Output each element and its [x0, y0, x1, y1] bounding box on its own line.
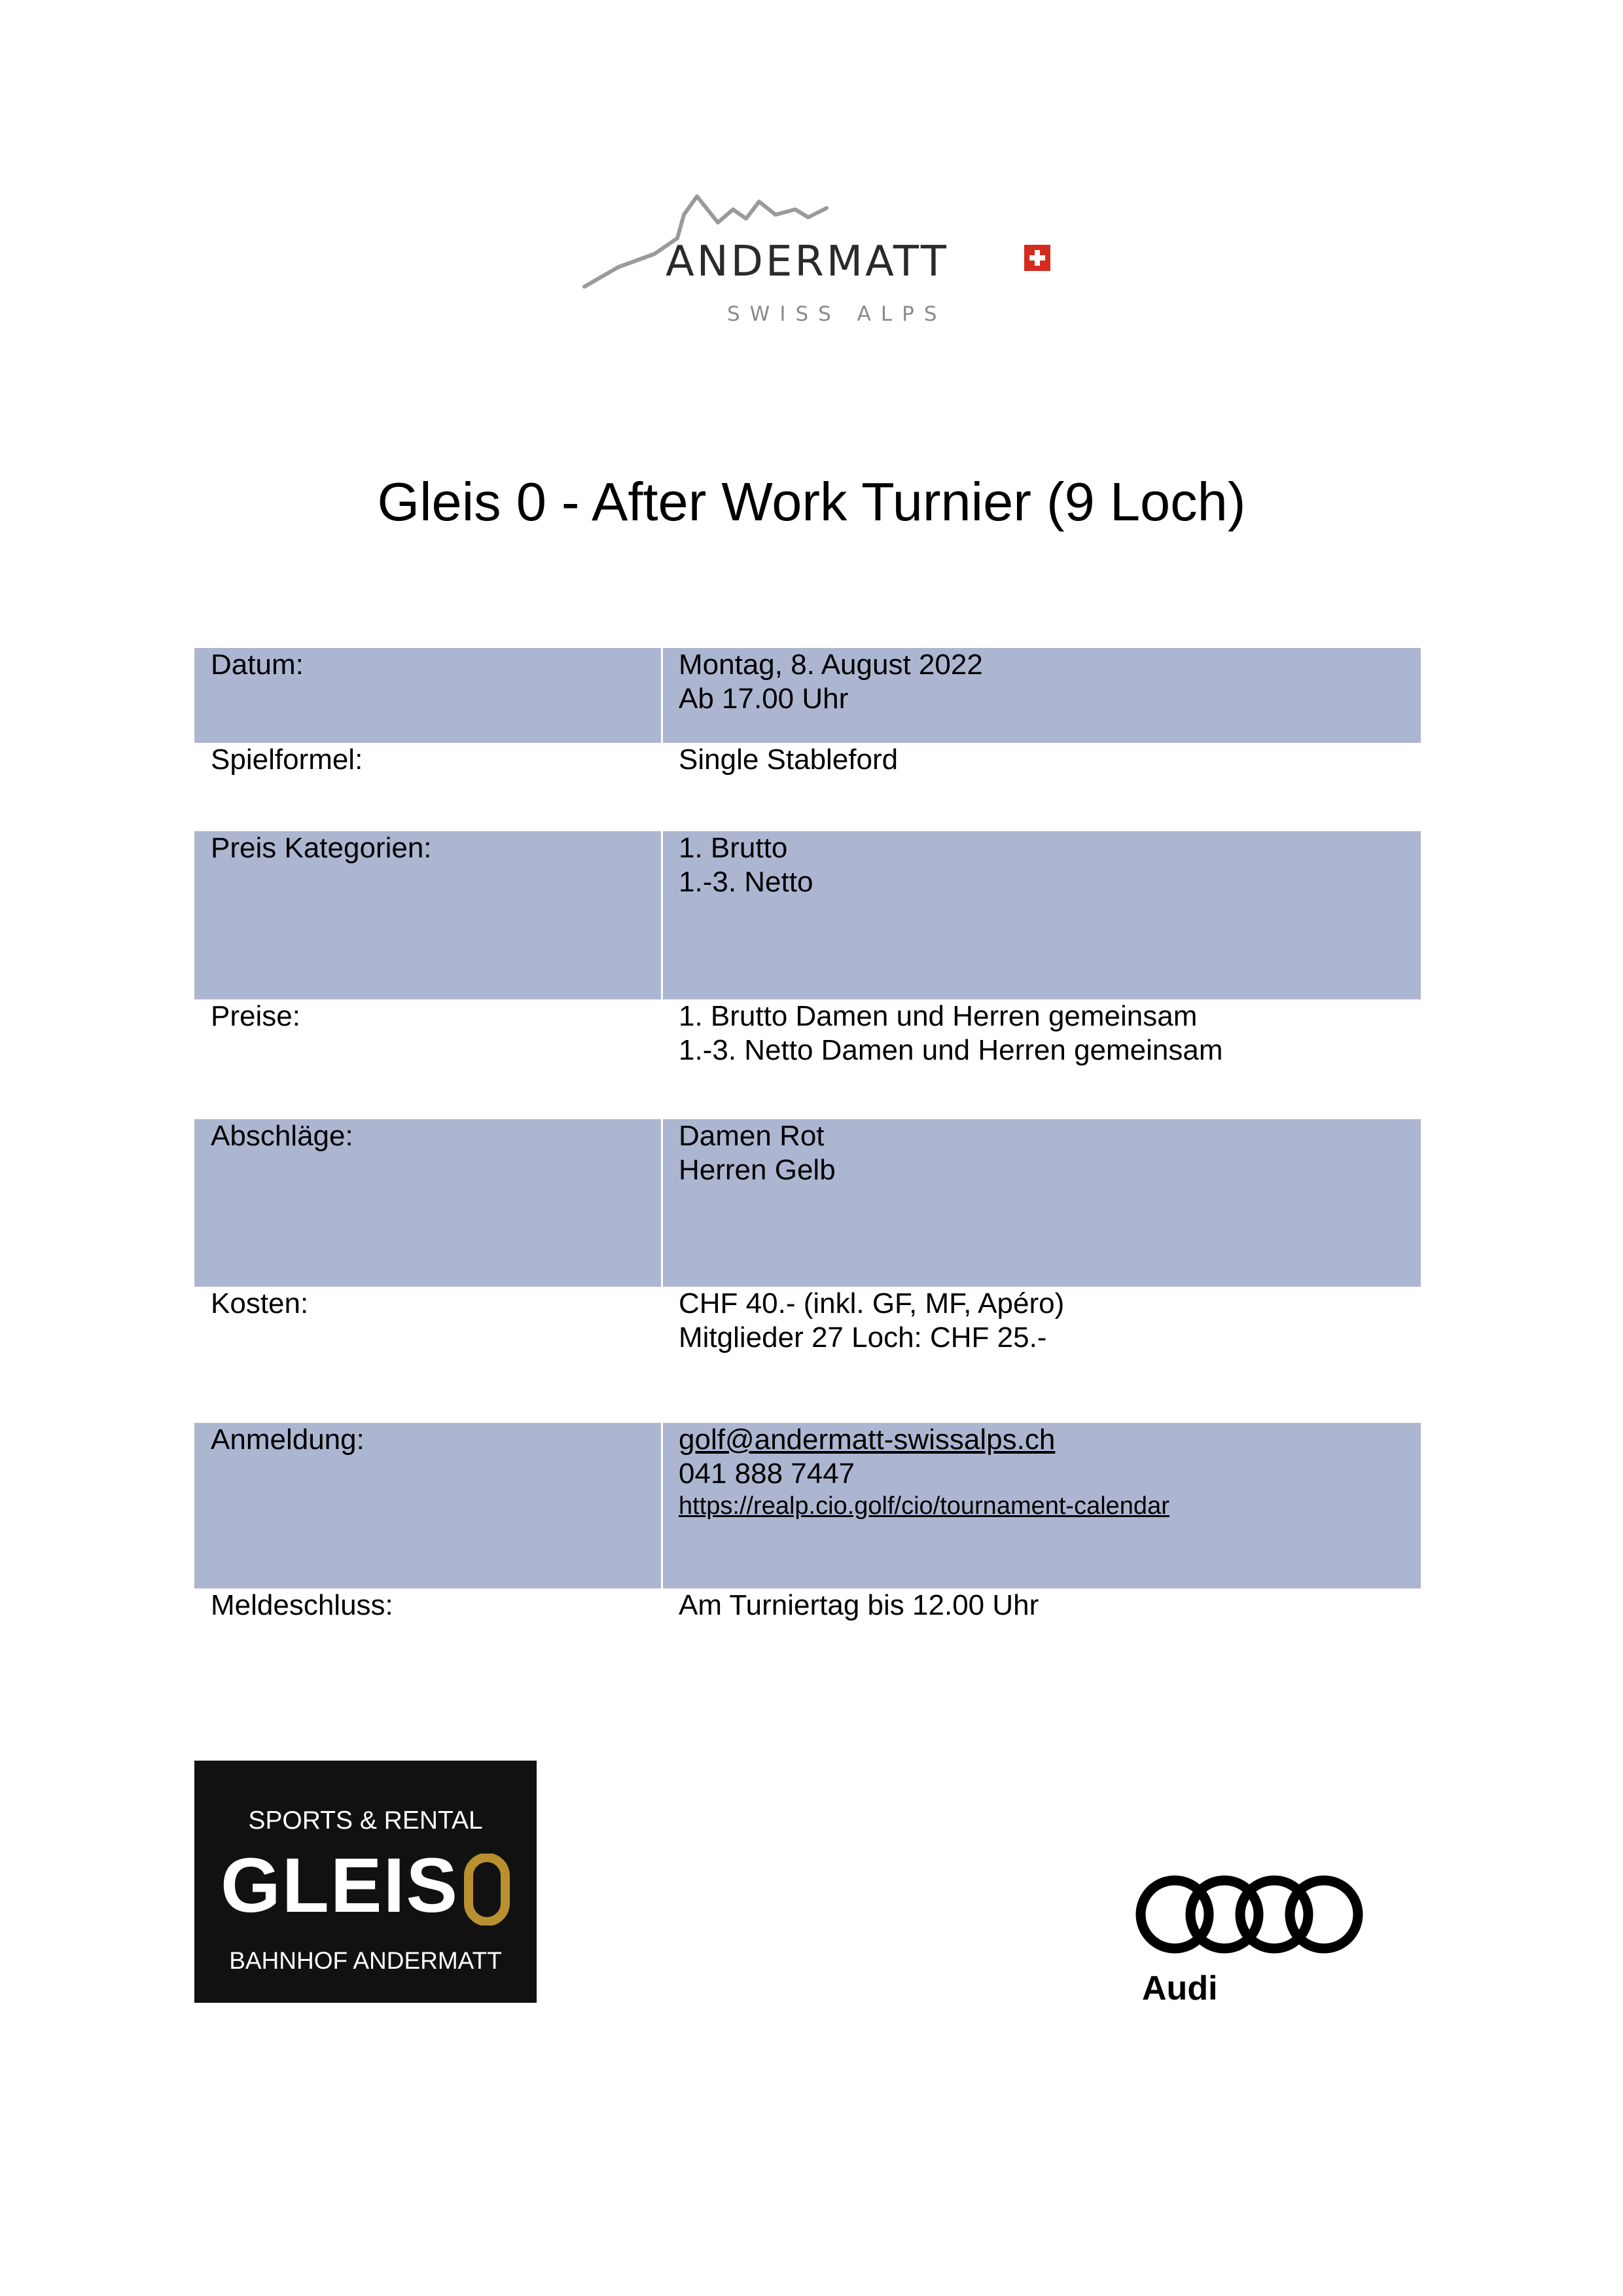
- column-divider: [661, 1423, 663, 1588]
- value-abschlaege: [679, 1119, 836, 1187]
- label-kosten: Kosten:: [211, 1287, 309, 1319]
- value-line: CHF 40.- (inkl. GF, MF, Apéro): [679, 1287, 1065, 1319]
- table-row-datum: [194, 648, 1421, 743]
- table-row-kosten: [194, 1287, 1421, 1423]
- email-link[interactable]: golf@andermatt-swissalps.ch: [679, 1424, 1056, 1456]
- gleis-zero-icon: [463, 1854, 511, 1926]
- table-row-spielformel: [194, 743, 1421, 831]
- gleis-wordmark: GLEIS: [221, 1842, 459, 1929]
- label-abschlaege: Abschläge:: [211, 1120, 353, 1152]
- phone-number: 041 888 7447: [679, 1458, 855, 1490]
- value-preis-kategorien: [679, 831, 813, 899]
- value-line: 1.-3. Netto: [679, 866, 813, 898]
- label-preis-kategorien: Preis Kategorien:: [211, 832, 432, 864]
- column-divider: [661, 831, 663, 999]
- value-line: Single Stableford: [679, 744, 899, 776]
- andermatt-logo: [579, 183, 1063, 340]
- value-line: Ab 17.00 Uhr: [679, 683, 849, 715]
- audi-rings-icon: [1129, 1869, 1371, 1960]
- brand-tagline: SWISS ALPS: [727, 302, 947, 326]
- value-spielformel: [679, 743, 898, 777]
- audi-sponsor-logo: [1129, 1869, 1371, 2013]
- value-line: 1. Brutto Damen und Herren gemeinsam: [679, 1000, 1198, 1032]
- label-anmeldung: Anmeldung:: [211, 1424, 365, 1456]
- audi-wordmark: Audi: [1142, 1969, 1218, 2007]
- gleis-sponsor-logo: [194, 1761, 537, 2003]
- table-row-anmeldung: [194, 1423, 1421, 1588]
- label-spielformel: Spielformel:: [211, 744, 363, 776]
- table-row-preise: [194, 999, 1421, 1119]
- gleis-location: BAHNHOF ANDERMATT: [229, 1947, 502, 1974]
- column-divider: [661, 1119, 663, 1287]
- value-preise: [679, 999, 1223, 1067]
- tournament-info-table: [194, 648, 1421, 1641]
- value-meldeschluss: [679, 1588, 1039, 1623]
- value-line: 1. Brutto: [679, 832, 788, 864]
- value-datum: [679, 648, 983, 716]
- value-line: Herren Gelb: [679, 1154, 836, 1186]
- label-preise: Preise:: [211, 1000, 300, 1032]
- table-row-meldeschluss: [194, 1588, 1421, 1641]
- table-row-preis-kategorien: [194, 831, 1421, 999]
- value-anmeldung: [679, 1423, 1169, 1521]
- page-title: Gleis 0 - After Work Turnier (9 Loch): [377, 471, 1246, 532]
- value-line: Mitglieder 27 Loch: CHF 25.-: [679, 1321, 1047, 1354]
- label-meldeschluss: Meldeschluss:: [211, 1589, 393, 1621]
- value-line: 1.-3. Netto Damen und Herren gemeinsam: [679, 1034, 1223, 1066]
- value-line: Montag, 8. August 2022: [679, 649, 983, 681]
- value-kosten: [679, 1287, 1064, 1355]
- table-row-abschlaege: [194, 1119, 1421, 1287]
- brand-name: ANDERMATT: [666, 238, 949, 286]
- value-line: Damen Rot: [679, 1120, 825, 1152]
- gleis-tagline: SPORTS & RENTAL: [248, 1806, 483, 1835]
- registration-link[interactable]: https://realp.cio.golf/cio/tournament-calendar: [679, 1492, 1169, 1520]
- column-divider: [661, 648, 663, 743]
- label-datum: Datum:: [211, 649, 304, 681]
- value-line: Am Turniertag bis 12.00 Uhr: [679, 1589, 1039, 1621]
- swiss-flag-icon: [1024, 245, 1050, 271]
